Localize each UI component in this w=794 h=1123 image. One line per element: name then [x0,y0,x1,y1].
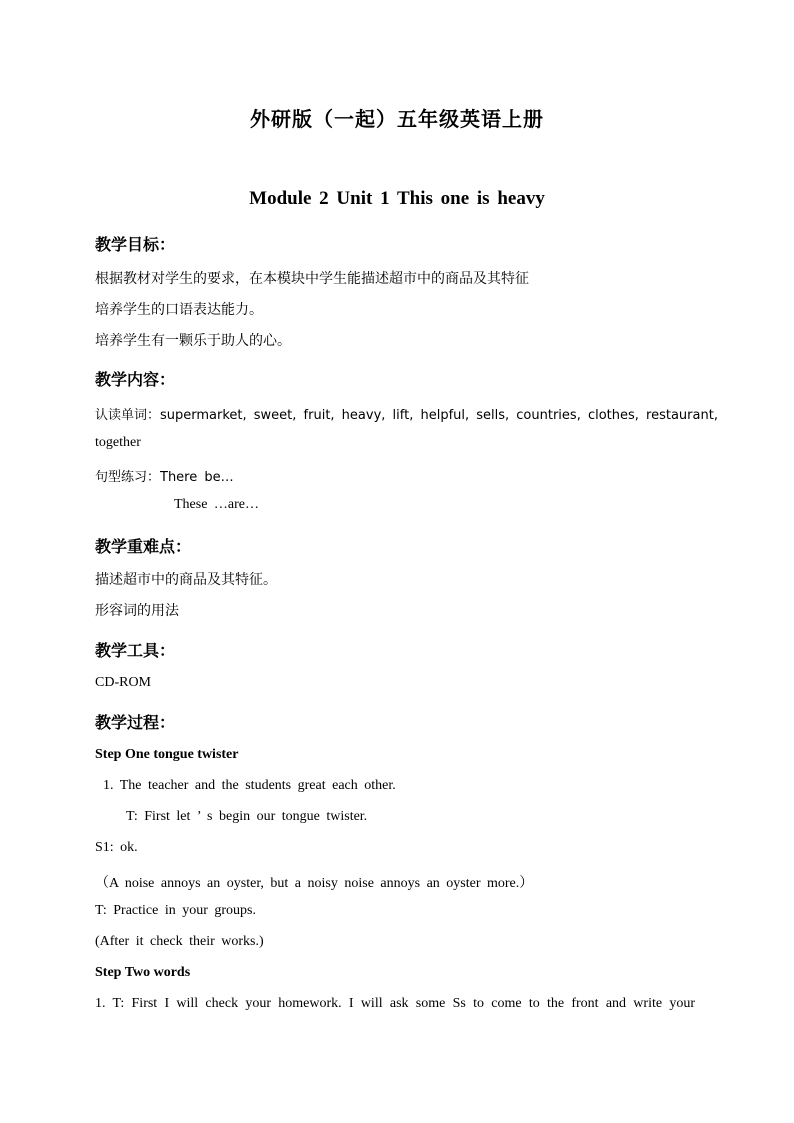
difficulty-heading: 教学重难点： [95,537,192,556]
step-one-heading: Step One tongue twister [95,747,239,762]
step-one-line: 1. The teacher and the students great each other. [103,778,396,793]
goal-line: 根据教材对学生的要求，在本模块中学生能描述超市中的商品及其特征 [95,271,529,287]
sentence-pattern-line: 句型练习：There be… [95,470,234,485]
tools-heading: 教学工具： [95,641,176,660]
goal-line: 培养学生有一颗乐于助人的心。 [95,333,291,349]
step-one-line: (After it check their works.) [95,934,264,949]
difficulty-line: 描述超市中的商品及其特征。 [95,572,277,588]
vocabulary-line: 认读单词：supermarket, sweet, fruit, heavy, lift, helpful, sells, countries, clothes, restaurant, [95,408,718,423]
step-one-line: （A noise annoys an oyster, but a noisy noise annoys an oyster more.） [95,876,534,891]
goal-line: 培养学生的口语表达能力。 [95,302,263,318]
step-one-line: T: First let ’ s begin our tongue twister. [126,809,368,824]
process-heading: 教学过程： [95,713,176,732]
goals-heading: 教学目标： [95,235,176,254]
vocabulary-line: together [95,435,141,450]
step-two-line: 1. T: First I will check your homework. I will ask some Ss to come to the front and write your [95,996,695,1011]
difficulty-line: 形容词的用法 [95,603,179,619]
content-heading: 教学内容： [95,370,176,389]
step-one-line: S1: ok. [95,840,138,855]
document-title: 外研版（一起）五年级英语上册 [250,107,544,131]
sentence-pattern-line: These …are… [174,497,260,512]
tools-line: CD-ROM [95,675,152,690]
step-two-heading: Step Two words [95,965,191,980]
step-one-line: T: Practice in your groups. [95,903,256,918]
lesson-title: Module 2 Unit 1 This one is heavy [249,188,545,209]
